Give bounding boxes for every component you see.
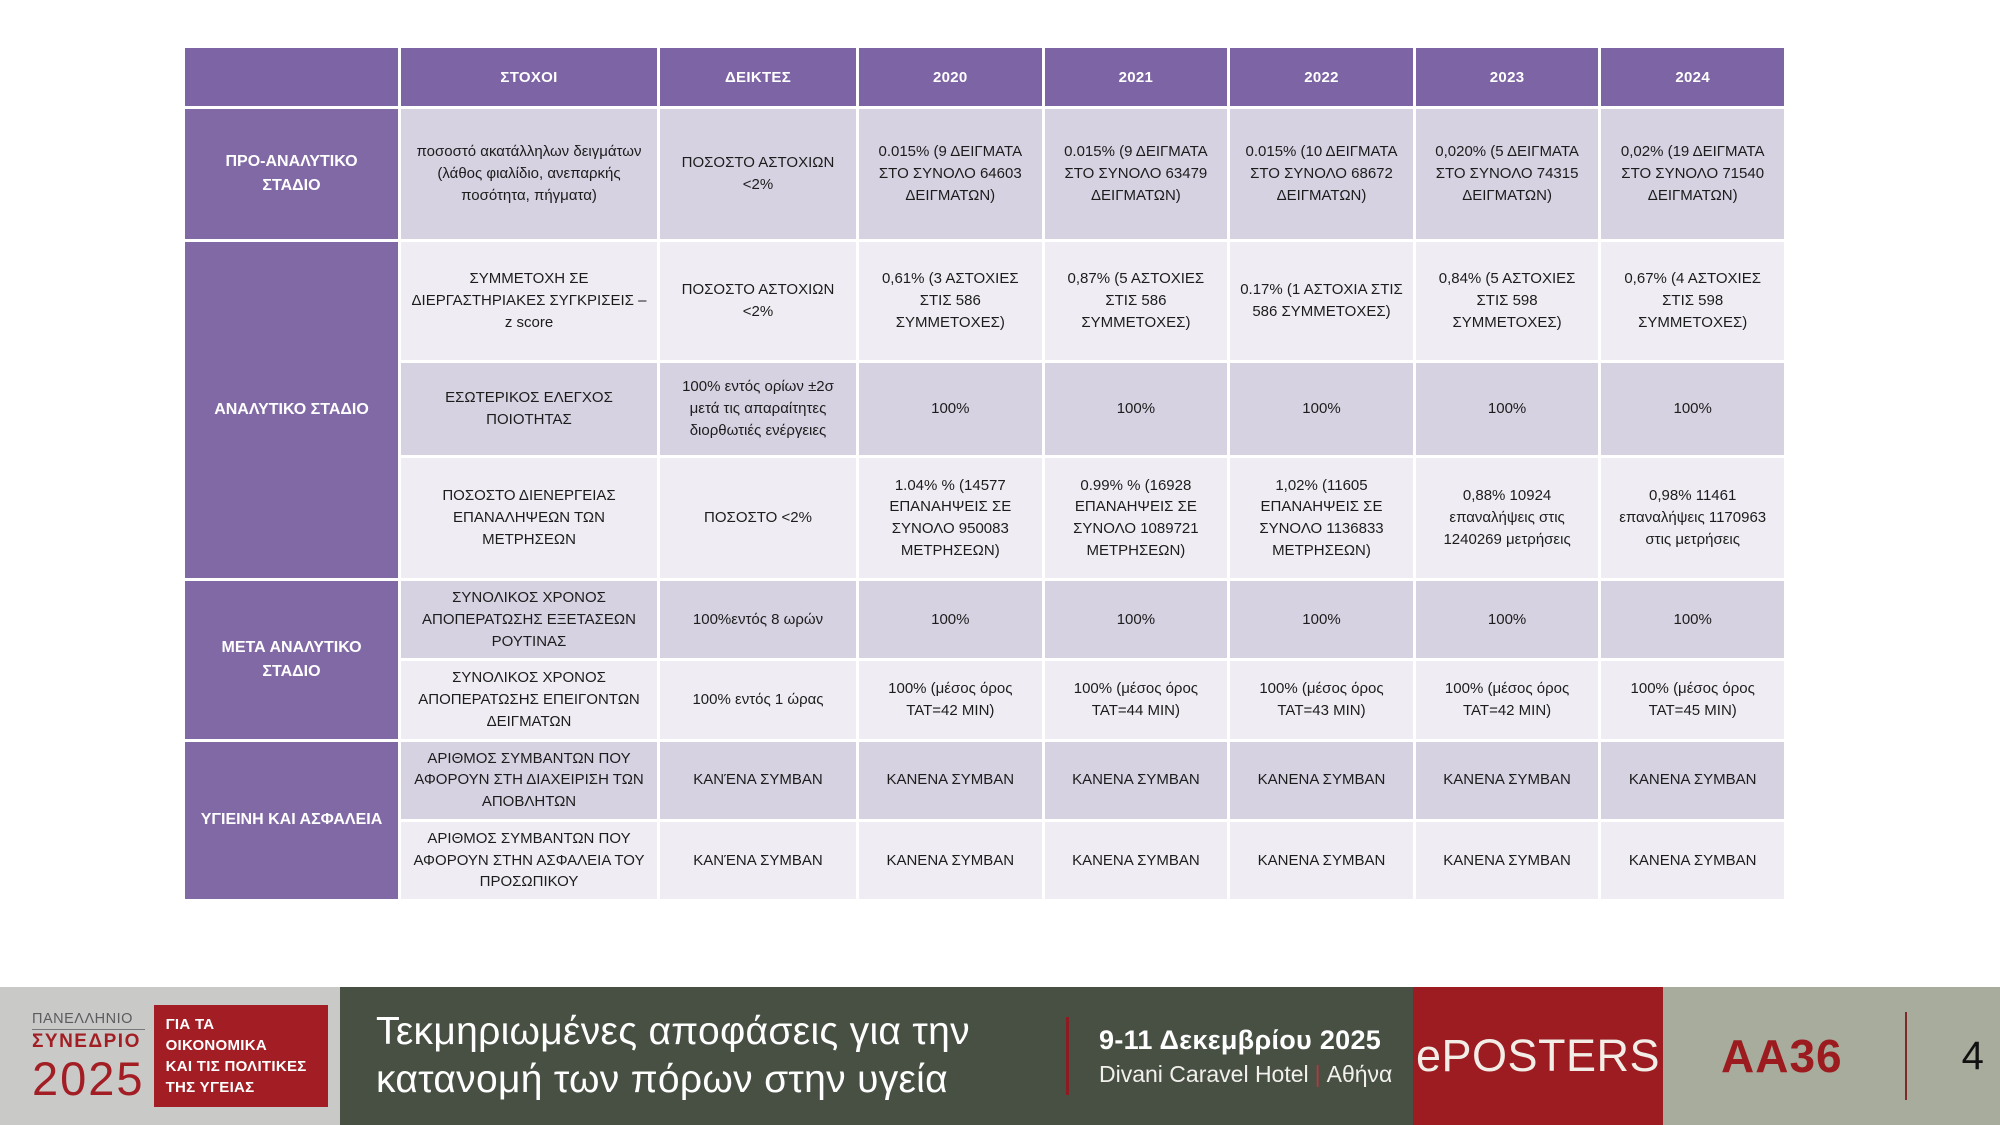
code-page-divider: [1905, 1012, 1907, 1100]
congress-topic-box: [154, 1005, 328, 1107]
value-cell: 0,84% (5 ΑΣΤΟΧΙΕΣ ΣΤΙΣ 598 ΣΥΜΜΕΤΟΧΕΣ): [1416, 242, 1599, 360]
table-row: [185, 581, 1784, 658]
value-cell: ΚΑΝΕΝΑ ΣΥΜΒΑΝ: [859, 822, 1042, 899]
value-cell: ΚΑΝΕΝΑ ΣΥΜΒΑΝ: [1045, 822, 1228, 899]
target-cell: ΣΥΝΟΛΙΚΟΣ ΧΡΟΝΟΣ ΑΠΟΠΕΡΑΤΩΣΗΣ ΕΠΕΙΓΟΝΤΩΝ ΔΕΙΓΜΑΤΩΝ: [401, 661, 657, 738]
eposters-label: ePOSTERS: [1415, 1030, 1661, 1081]
congress-logo-year: 2025: [32, 1051, 145, 1105]
footer-title-section: [340, 987, 1413, 1125]
value-cell: 0,020% (5 ΔΕΙΓΜΑΤΑ ΣΤΟ ΣΥΝΟΛΟ 74315 ΔΕΙΓΜΑΤΩΝ): [1416, 109, 1599, 239]
congress-topic-line: ΓΙΑ ΤΑ ΟΙΚΟΝΟΜΙΚΑ: [165, 1016, 268, 1054]
event-info: [1099, 1025, 1392, 1088]
table-header: [185, 48, 1784, 106]
value-cell: 0.015% (9 ΔΕΙΓΜΑΤΑ ΣΤΟ ΣΥΝΟΛΟ 63479 ΔΕΙΓΜΑΤΩΝ): [1045, 109, 1228, 239]
value-cell: 0,87% (5 ΑΣΤΟΧΙΕΣ ΣΤΙΣ 586 ΣΥΜΜΕΤΟΧΕΣ): [1045, 242, 1228, 360]
target-cell: ΕΣΩΤΕΡΙΚΟΣ ΕΛΕΓΧΟΣ ΠΟΙΟΤΗΤΑΣ: [401, 363, 657, 455]
indicator-cell: ΚΑΝΈΝΑ ΣΥΜΒΑΝ: [660, 822, 856, 899]
value-cell: 0,98% 11461 επαναλήψεις 1170963 στις μετρήσεις: [1601, 458, 1784, 578]
row-group-label: ΜΕΤΑ ΑΝΑΛΥΤΙΚΟ ΣΤΑΔΙΟ: [185, 581, 398, 739]
table-row: [185, 109, 1784, 239]
table-row: [185, 458, 1784, 578]
indicator-cell: ΠΟΣΟΣΤΟ ΑΣΤΟΧΙΩΝ <2%: [660, 109, 856, 239]
value-cell: 0.17% (1 ΑΣΤΟΧΙΑ ΣΤΙΣ 586 ΣΥΜΜΕΤΟΧΕΣ): [1230, 242, 1413, 360]
value-cell: ΚΑΝΕΝΑ ΣΥΜΒΑΝ: [1230, 822, 1413, 899]
column-header: 2023: [1416, 48, 1599, 106]
value-cell: ΚΑΝΕΝΑ ΣΥΜΒΑΝ: [1416, 742, 1599, 819]
table-row: [185, 742, 1784, 819]
quality-indicators-table: [182, 45, 1787, 902]
congress-logo: [32, 1010, 145, 1105]
value-cell: 100%: [1230, 581, 1413, 658]
value-cell: 1.04% % (14577 ΕΠΑΝΑΗΨΕΙΣ ΣΕ ΣΥΝΟΛΟ 950083 ΜΕΤΡΗΣΕΩΝ): [859, 458, 1042, 578]
value-cell: 100%: [1601, 581, 1784, 658]
congress-logo-line2: ΣΥΝΕΔΡΙΟ: [32, 1030, 141, 1052]
value-cell: 0,88% 10924 επαναλήψεις στις 1240269 μετρήσεις: [1416, 458, 1599, 578]
value-cell: 100%: [859, 581, 1042, 658]
value-cell: 100%: [1416, 581, 1599, 658]
value-cell: ΚΑΝΕΝΑ ΣΥΜΒΑΝ: [1416, 822, 1599, 899]
poster-title: [376, 1008, 1066, 1105]
event-date: 9-11 Δεκεμβρίου 2025: [1099, 1024, 1382, 1055]
value-cell: 0,02% (19 ΔΕΙΓΜΑΤΑ ΣΤΟ ΣΥΝΟΛΟ 71540 ΔΕΙΓΜΑΤΩΝ): [1601, 109, 1784, 239]
footer-bar: [0, 987, 2000, 1125]
congress-topic-line: ΤΗΣ ΥΓΕΙΑΣ: [165, 1079, 255, 1096]
value-cell: 100%: [1045, 363, 1228, 455]
indicator-cell: 100% εντός ορίων ±2σ μετά τις απαραίτητες διορθωτιές ενέργειες: [660, 363, 856, 455]
column-header: ΔΕΙΚΤΕΣ: [660, 48, 856, 106]
target-cell: ΑΡΙΘΜΟΣ ΣΥΜΒΑΝΤΩΝ ΠΟΥ ΑΦΟΡΟΥΝ ΣΤΗ ΔΙΑΧΕΙΡΙΣΗ ΤΩΝ ΑΠΟΒΛΗΤΩΝ: [401, 742, 657, 819]
congress-logo-line1: ΠΑΝΕΛΛΗΝΙΟ: [32, 1011, 145, 1030]
value-cell: ΚΑΝΕΝΑ ΣΥΜΒΑΝ: [859, 742, 1042, 819]
table-body: [185, 109, 1784, 899]
value-cell: 100% (μέσος όρος TAT=43 MIN): [1230, 661, 1413, 738]
indicator-cell: ΠΟΣΟΣΤΟ ΑΣΤΟΧΙΩΝ <2%: [660, 242, 856, 360]
header-row: [185, 48, 1784, 106]
table-row: [185, 242, 1784, 360]
column-header: ΣΤΟΧΟΙ: [401, 48, 657, 106]
value-cell: 100% (μέσος όρος TAT=44 MIN): [1045, 661, 1228, 738]
value-cell: 100%: [1601, 363, 1784, 455]
row-group-label: ΠΡΟ-ΑΝΑΛΥΤΙΚΟ ΣΤΑΔΙΟ: [185, 109, 398, 239]
table-row: [185, 822, 1784, 899]
event-venue: Divani Caravel Hotel: [1099, 1060, 1309, 1087]
poster-title-line2: κατανομή των πόρων στην υγεία: [376, 1058, 948, 1101]
column-header: 2021: [1045, 48, 1228, 106]
table-row: [185, 363, 1784, 455]
footer-congress-section: [0, 987, 340, 1125]
value-cell: ΚΑΝΕΝΑ ΣΥΜΒΑΝ: [1230, 742, 1413, 819]
target-cell: ΠΟΣΟΣΤΟ ΔΙΕΝΕΡΓΕΙΑΣ ΕΠΑΝΑΛΗΨΕΩΝ ΤΩΝ ΜΕΤΡΗΣΕΩΝ: [401, 458, 657, 578]
value-cell: 100% (μέσος όρος TAT=42 MIN): [859, 661, 1042, 738]
page-number: 4: [1961, 1033, 1984, 1078]
indicator-cell: ΚΑΝΈΝΑ ΣΥΜΒΑΝ: [660, 742, 856, 819]
column-header-blank: [185, 48, 398, 106]
indicator-cell: 100%εντός 8 ωρών: [660, 581, 856, 658]
table-row: [185, 661, 1784, 738]
value-cell: 100% (μέσος όρος TAT=42 MIN): [1416, 661, 1599, 738]
poster-title-line1: Τεκμηριωμένες αποφάσεις για την: [376, 1009, 970, 1053]
target-cell: ΣΥΜΜΕΤΟΧΗ ΣΕ ΔΙΕΡΓΑΣΤΗΡΙΑΚΕΣ ΣΥΓΚΡΙΣΕΙΣ – z score: [401, 242, 657, 360]
value-cell: 100% (μέσος όρος TAT=45 MIN): [1601, 661, 1784, 738]
event-city: Αθήνα: [1326, 1060, 1393, 1087]
row-group-label: ΑΝΑΛΥΤΙΚΟ ΣΤΑΔΙΟ: [185, 242, 398, 578]
value-cell: 0.015% (10 ΔΕΙΓΜΑΤΑ ΣΤΟ ΣΥΝΟΛΟ 68672 ΔΕΙΓΜΑΤΩΝ): [1230, 109, 1413, 239]
value-cell: 100%: [1045, 581, 1228, 658]
target-cell: ποσοστό ακατάλληλων δειγμάτων (λάθος φιαλίδιο, ανεπαρκής ποσότητα, πήγματα): [401, 109, 657, 239]
value-cell: 0,67% (4 ΑΣΤΟΧΙΕΣ ΣΤΙΣ 598 ΣΥΜΜΕΤΟΧΕΣ): [1601, 242, 1784, 360]
value-cell: 100%: [1230, 363, 1413, 455]
footer-divider: [1066, 1017, 1069, 1095]
target-cell: ΑΡΙΘΜΟΣ ΣΥΜΒΑΝΤΩΝ ΠΟΥ ΑΦΟΡΟΥΝ ΣΤΗΝ ΑΣΦΑΛΕΙΑ ΤΟΥ ΠΡΟΣΩΠΙΚΟΥ: [401, 822, 657, 899]
column-header: 2020: [859, 48, 1042, 106]
poster-code: AA36: [1721, 1030, 1843, 1082]
column-header: 2024: [1601, 48, 1784, 106]
value-cell: 0.99% % (16928 ΕΠΑΝΑΗΨΕΙΣ ΣΕ ΣΥΝΟΛΟ 1089721 ΜΕΤΡΗΣΕΩΝ): [1045, 458, 1228, 578]
row-group-label: ΥΓΙΕΙΝΗ ΚΑΙ ΑΣΦΑΛΕΙΑ: [185, 742, 398, 900]
value-cell: ΚΑΝΕΝΑ ΣΥΜΒΑΝ: [1045, 742, 1228, 819]
indicator-cell: ΠΟΣΟΣΤΟ <2%: [660, 458, 856, 578]
value-cell: 1,02% (11605 ΕΠΑΝΑΗΨΕΙΣ ΣΕ ΣΥΝΟΛΟ 1136833 ΜΕΤΡΗΣΕΩΝ): [1230, 458, 1413, 578]
value-cell: 100%: [859, 363, 1042, 455]
value-cell: 100%: [1416, 363, 1599, 455]
eposters-badge: [1413, 987, 1663, 1125]
column-header: 2022: [1230, 48, 1413, 106]
value-cell: ΚΑΝΕΝΑ ΣΥΜΒΑΝ: [1601, 822, 1784, 899]
value-cell: 0.015% (9 ΔΕΙΓΜΑΤΑ ΣΤΟ ΣΥΝΟΛΟ 64603 ΔΕΙΓΜΑΤΩΝ): [859, 109, 1042, 239]
indicator-cell: 100% εντός 1 ώρας: [660, 661, 856, 738]
target-cell: ΣΥΝΟΛΙΚΟΣ ΧΡΟΝΟΣ ΑΠΟΠΕΡΑΤΩΣΗΣ ΕΞΕΤΑΣΕΩΝ ΡΟΥΤΙΝΑΣ: [401, 581, 657, 658]
location-separator: |: [1314, 1060, 1321, 1087]
event-location: [1099, 1061, 1392, 1088]
congress-topic-line: ΚΑΙ ΤΙΣ ΠΟΛΙΤΙΚΕΣ: [165, 1058, 307, 1075]
value-cell: 0,61% (3 ΑΣΤΟΧΙΕΣ ΣΤΙΣ 586 ΣΥΜΜΕΤΟΧΕΣ): [859, 242, 1042, 360]
value-cell: ΚΑΝΕΝΑ ΣΥΜΒΑΝ: [1601, 742, 1784, 819]
footer-code-section: [1663, 987, 2000, 1125]
